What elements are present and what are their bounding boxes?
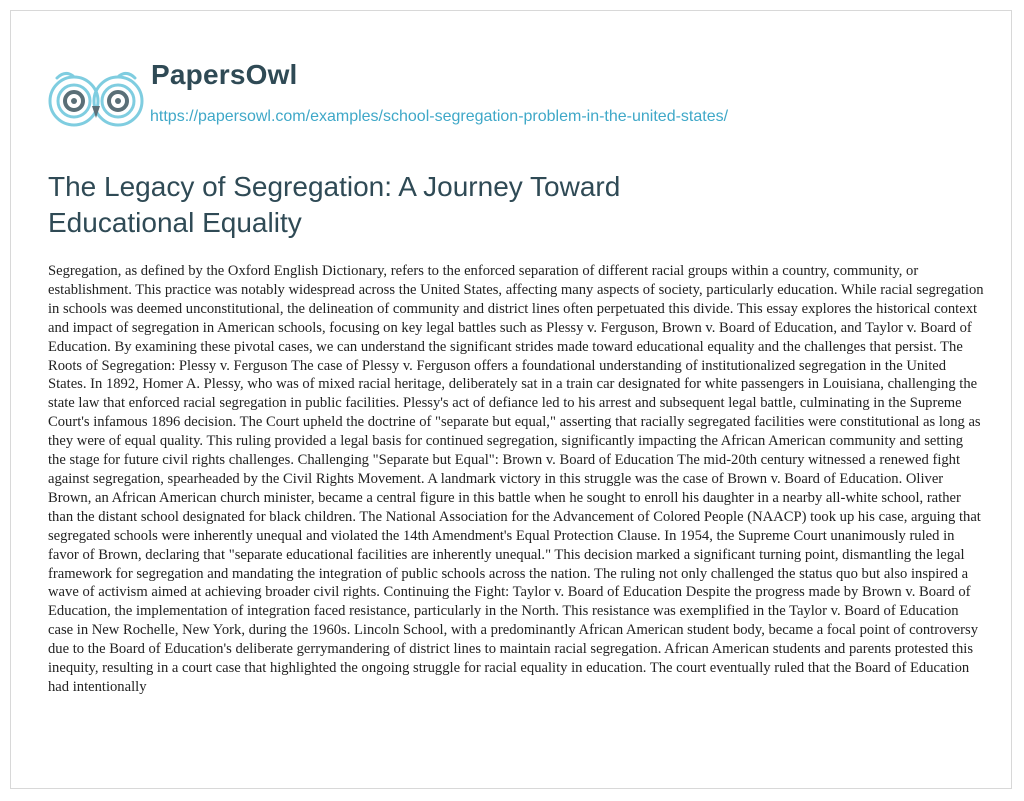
brand-name[interactable]: PapersOwl [151,59,298,90]
site-header [47,56,947,146]
document-body: Segregation, as defined by the Oxford English Dictionary, refers to the enforced separation of different racial groups within a country, community, or establishment. This practice was notably widespread across the United States, affecting many aspects of society, particularly education. While racial segregation in schools was deemed unconstitutional, the delineation of community and district lines often perpetuated this divide. This essay explores the historical context and impact of segregation in American schools, focusing on key legal battles such as Plessy v. Ferguson, Brown v. Board of Education, and Taylor v. Board of Education. By examining these pivotal cases, we can understand the significant strides made toward educational equality and the challenges that persist. The Roots of Segregation: Plessy v. Ferguson The case of Plessy v. Ferguson offers a foundational understanding of institutionalized segregation in the United States. In 1892, Homer A. Plessy, who was of mixed racial heritage, deliberately sat in a train car designated for white passengers in Louisiana, challenging the state law that enforced racial segregation in public facilities. Plessy's act of defiance led to his arrest and subsequent legal battle, culminating in the Supreme Court's infamous 1896 decision. The Court upheld the doctrine of "separate but equal," asserting that racially segregated facilities were constitutional as long as they were of equal quality. This ruling provided a legal basis for continued segregation, significantly impacting the African American community and setting the stage for future civil rights challenges. Challenging "Separate but Equal": Brown v. Board of Education The mid-20th century witnessed a renewed fight against segregation, spearheaded by the Civil Rights Movement. A landmark victory in this struggle was the case of Brown v. Board of Education. Oliver Brown, an African American church minister, became a central figure in this battle when he sought to enroll his daughter in a nearby all-white school, rather than the distant school designated for black children. The National Association for the Advancement of Colored People (NAACP) took up his case, arguing that segregated schools were inherently unequal and violated the 14th Amendment's Equal Protection Clause. In 1954, the Supreme Court unanimously ruled in favor of Brown, declaring that "separate educational facilities are inherently unequal." This decision marked a significant turning point, dismantling the legal framework for segregation and mandating the integration of public schools across the nation. The ruling not only challenged the status quo but also inspired a wave of activism aimed at achieving broader civil rights. Continuing the Fight: Taylor v. Board of Education Despite the progress made by Brown v. Board of Education, the implementation of integration faced resistance, particularly in the North. This resistance was exemplified in the Taylor v. Board of Education case in New Rochelle, New York, during the 1960s. Lincoln School, with a predominantly African American student body, became a focal point of controversy due to the Board of Education's deliberate gerrymandering of district lines to maintain racial segregation. African American students and parents protested this inequity, resulting in a court case that highlighted the ongoing struggle for racial equality in education. The court eventually ruled that the Board of Education had intentionally [48,263,984,695]
source-url-link[interactable]: https://papersowl.com/examples/school-segregation-problem-in-the-united-states/ [150,108,729,125]
owl-face-icon[interactable] [47,68,145,130]
document-title: The Legacy of Segregation: A Journey Toward Educational Equality [48,171,621,238]
